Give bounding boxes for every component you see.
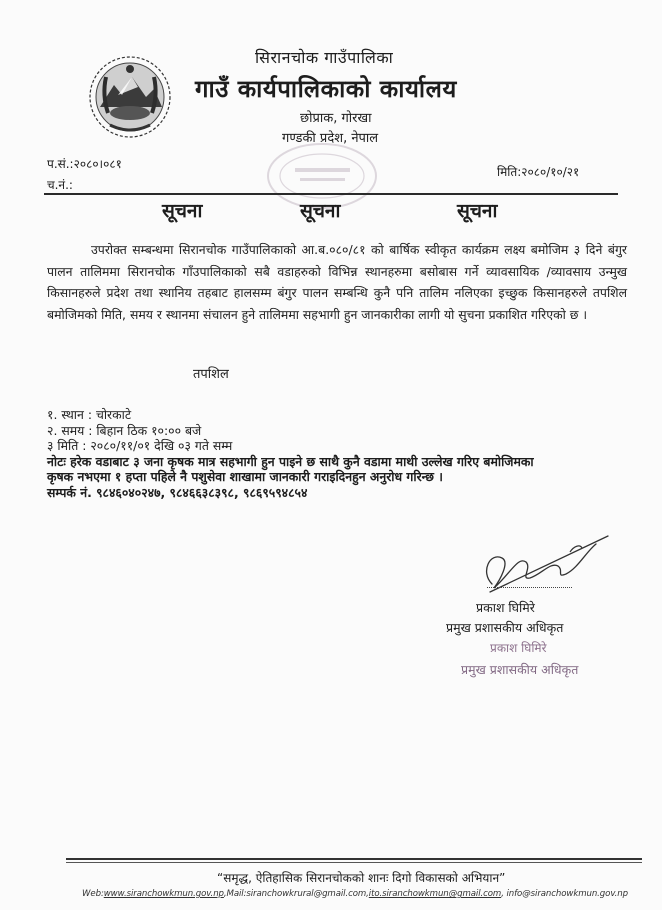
details-heading: तपशिल: [193, 367, 229, 382]
signatory-name: प्रकाश घिमिरे: [476, 600, 535, 615]
letter-date: मिति:२०८०/१०/२१: [497, 165, 580, 179]
municipality-name: सिरानचोक गाउँपालिका: [255, 48, 394, 67]
contact-numbers: सम्पर्क नं. ९८४६०४०२४७, ९८४६६३८३९८, ९८६९५९४८५४: [47, 484, 308, 500]
signature-line: [487, 587, 572, 588]
detail-place: १. स्थान : चोरकाटे: [47, 407, 132, 422]
handwritten-signature: [470, 522, 610, 602]
footer-mail-prefix: ,Mail:: [223, 889, 247, 899]
seal-title: प्रमुख प्रशासकीय अधिकृत: [461, 662, 579, 677]
footer-sep-2: ,: [501, 889, 507, 899]
details-list: [47, 407, 647, 500]
notice-heading-3: सूचना: [457, 200, 498, 222]
footer-contact: [82, 889, 628, 899]
nepal-emblem-icon: [88, 55, 172, 139]
notice-heading-2: सूचना: [300, 200, 341, 222]
notice-body-text: उपरोक्त सम्बन्धमा सिरानचोक गाउँपालिकाको आ.ब.०८०/८१ को बार्षिक स्वीकृत कार्यक्रम लक्ष्य बमोजिम ३ दिने बंगुर पालन तालिममा सिरानचोक गाँउपालिकाको सबै वडाहरुको विभिन्न स्थानहरुमा बसोबास गर्ने व्यावसायिक /व्यावसाय उन्मुख किसानहरुले प्रदेश तथा स्थानिय तहबाट हालसम्म बंगुर पालन सम्बन्धि कुनै पनि तालिम नलिएका इच्छुक किसानहरुले तपशिल बमोजिमको मिति, समय र स्थानमा संचालन हुने तालिममा सहभागी हुन जानकारीका लागी यो सुचना प्रकाशित गरिएको छ ।: [47, 242, 627, 322]
notice-heading-1: सूचना: [162, 200, 203, 222]
footer-email-1[interactable]: siranchowkrural@gmail.com: [246, 889, 367, 899]
dispatch-number: च.नं.:: [47, 178, 73, 192]
signatory-title: प्रमुख प्रशासकीय अधिकृत: [446, 620, 564, 635]
note-line-1: नोटः हरेक वडाबाट ३ जना कृषक मात्र सहभागी हुन पाइने छ साथै कुनै वडामा माथी उल्लेख गरिए बमोजिमका: [47, 453, 534, 469]
footer-website-link[interactable]: www.siranchowkmun.gov.np: [103, 889, 224, 899]
address-line2: गण्डकी प्रदेश, नेपाल: [282, 131, 379, 146]
detail-time: २. समय : बिहान ठिक १०:०० बजे: [47, 422, 202, 438]
note-line-2: कृषक नभएमा १ हप्ता पहिले नै पशुसेवा शाखामा जानकारी गराइदिनहुन अनुरोध गरिन्छ ।: [47, 469, 443, 484]
letter-number: प.सं.:२०८०।०८१: [47, 157, 122, 171]
detail-date: ३ मिति : २०८०/११/०१ देखि ०३ गते सम्म: [47, 438, 233, 453]
notice-body: [47, 239, 627, 325]
footer-web-prefix: Web:: [82, 889, 104, 899]
address-line1: छोप्राक, गोरखा: [300, 111, 372, 126]
footer-sep-1: ,: [366, 889, 369, 899]
seal-name: प्रकाश घिमिरे: [490, 641, 547, 655]
footer-motto: “समृद्ध, ऐतिहासिक सिरानचोकको शानः दिगो विकासको अभियान”: [217, 871, 506, 885]
header-divider: [44, 193, 618, 195]
footer-email-2[interactable]: ito.siranchowkmun@gmail.com: [368, 889, 502, 899]
footer-email-3[interactable]: info@siranchowkmun.gov.np: [506, 889, 628, 899]
office-title: गाउँ कार्यपालिकाको कार्यालय: [195, 75, 457, 103]
footer-divider-thin: [66, 862, 642, 863]
footer-divider: [66, 858, 642, 860]
